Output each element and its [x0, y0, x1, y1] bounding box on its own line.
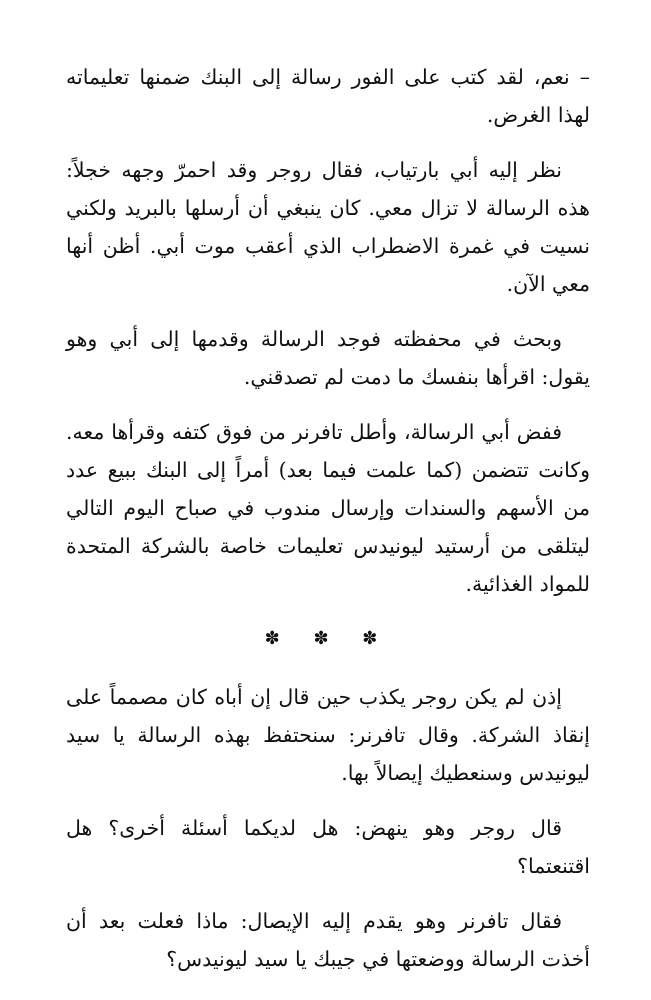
paragraph-5: إذن لم يكن روجر يكذب حين قال إن أباه كان مصمماً على إنقاذ الشركة. وقال تافرنر: سنحتفظ بهذه الرسالة يا سيد ليونيدس وسنعطيك إيصالاً بها. — [66, 685, 590, 785]
paragraph-3: وبحث في محفظته فوجد الرسالة وقدمها إلى أبي وهو يقول: اقرأها بنفسك ما دمت لم تصدقني. — [66, 327, 590, 389]
paragraph-2: نظر إليه أبي بارتياب، فقال روجر وقد احمرّ وجهه خجلاً: هذه الرسالة لا تزال معي. كان ينبغي أن أرسلها بالبريد ولكني نسيت في غمرة الاضطراب الذي أعقب موت أبي. أظن أنها معي الآن. — [66, 158, 590, 296]
paragraph-7: فقال تافرنر وهو يقدم إليه الإيصال: ماذا فعلت بعد أن أخذت الرسالة ووضعتها في جيبك يا سيد ليونيدس؟ — [66, 909, 590, 971]
paragraph-1: – نعم، لقد كتب على الفور رسالة إلى البنك ضمنها تعليماته لهذا الغرض. — [66, 65, 590, 127]
paragraph-6: قال روجر وهو ينهض: هل لديكما أسئلة أخرى؟ هل اقتنعتما؟ — [66, 816, 590, 878]
book-page — [66, 58, 590, 995]
section-separator: ✽ ✽ ✽ — [264, 628, 392, 649]
paragraph-4: ففض أبي الرسالة، وأطل تافرنر من فوق كتفه وقرأها معه. وكانت تتضمن (كما علمت فيما بعد) أمراً إلى البنك ببيع عدد من الأسهم والسندات وإرسال مندوب في صباح اليوم التالي ليتلقى من أرستيد ليونيدس تعليمات خاصة بالشركة المتحدة للمواد الغذائية. — [66, 420, 590, 596]
